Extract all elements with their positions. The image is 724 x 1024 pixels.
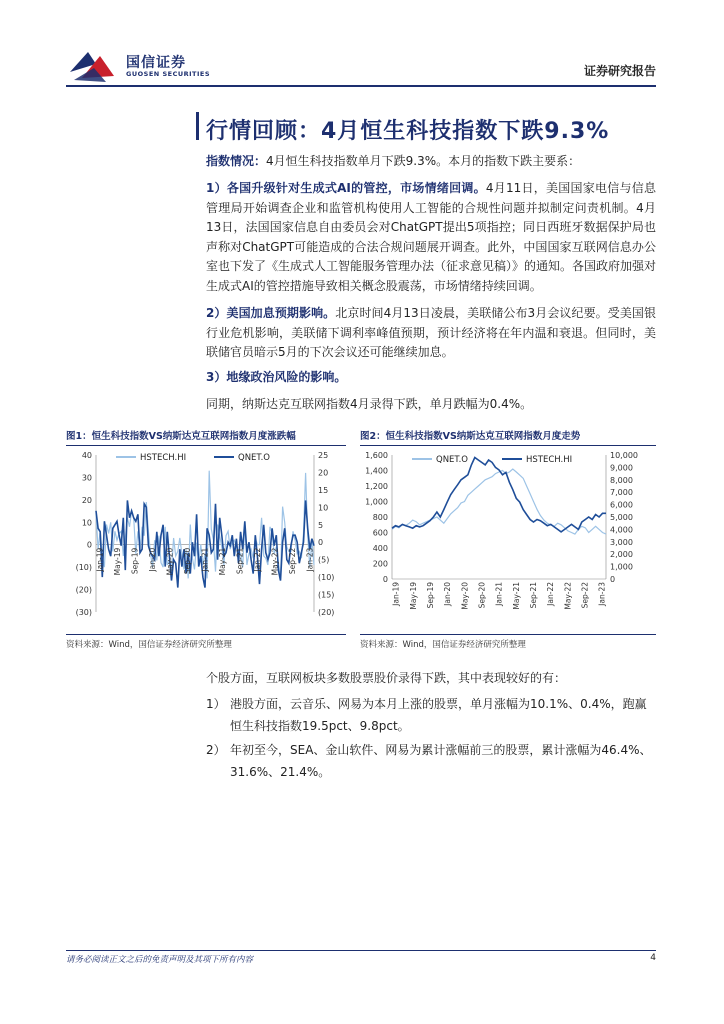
left-axis-tick-label: 40 [81,451,92,460]
point2-paragraph [206,304,656,363]
section-title: 行情回顾：4月恒生科技指数下跌9.3% [206,119,610,144]
left-axis-tick-label: 30 [81,473,92,483]
x-axis-tick-label: Sep-19 [425,582,435,609]
legend-label: QNET.O [238,453,270,463]
right-axis-tick-label: 1,000 [610,562,633,572]
left-axis-tick-label: (30) [75,608,92,617]
right-axis-tick-label: 5,000 [610,513,633,522]
x-axis-tick-label: Jan-19 [391,582,401,606]
figure2-title: 图2：恒生科技指数VS纳斯达克互联网指数月度走势 [360,431,581,442]
right-axis-tick-label: 10 [318,503,329,513]
x-axis-tick-label: Sep-20 [183,547,193,575]
footer-divider [66,950,656,951]
point2-label: 2）美国加息预期影响。 [206,306,336,320]
left-axis-tick-label: 200 [372,559,388,569]
right-axis-tick-label: 0 [318,538,324,548]
legend-label: QNET.O [436,455,468,465]
right-axis-tick-label: 3,000 [610,537,633,547]
nasdaq-note: 同期，纳斯达克互联网指数4月录得下跌，单月跌幅为0.4%。 [206,397,533,411]
x-axis-tick-label: Sep-21 [235,547,245,575]
right-axis-tick-label: 10,000 [610,451,638,460]
x-axis-tick-label: May-21 [218,547,228,576]
x-axis-tick-label: May-19 [408,582,418,610]
left-axis-tick-label: 1,000 [365,497,388,507]
figure2-top-rule [360,445,656,446]
legend-label: HSTECH.HI [140,453,187,463]
right-axis-tick-label: 5 [318,520,324,530]
right-axis-tick-label: (15) [318,590,335,600]
left-axis-tick-label: 0 [382,575,388,584]
left-axis-tick-label: 1,600 [365,451,388,460]
list-item-number: 1） [206,697,226,711]
logo-name-en: GUOSEN SECURITIES [126,70,211,78]
x-axis-tick-label: Jan-22 [253,547,263,572]
figure1-source: 资料来源：Wind，国信证券经济研究所整理 [66,640,232,650]
right-axis-tick-label: 6,000 [610,500,633,510]
right-axis-tick-label: 7,000 [610,488,633,498]
left-axis-tick-label: 800 [372,513,388,522]
figure1-title: 图1：恒生科技指数VS纳斯达克互联网指数月度涨跌幅 [66,431,296,442]
list-item-text: 港股方面，云音乐、网易为本月上涨的股票，单月涨幅为10.1%、0.4%，跑赢恒生科技指数19.5pct、9.8pct。 [230,697,647,733]
left-axis-tick-label: (20) [75,585,92,595]
left-axis-tick-label: (10) [75,563,92,573]
intro-text: 4月恒生科技指数单月下跌9.3%。本月的指数下跌主要系： [266,154,581,168]
left-axis-tick-label: 1,200 [365,482,388,491]
x-axis-tick-label: Jan-21 [494,582,504,606]
stocks-intro: 个股方面，互联网板块多数股票股价录得下跌，其中表现较好的有： [206,671,567,685]
list-item-text: 年初至今，SEA、金山软件、网易为累计涨幅前三的股票，累计涨幅为46.4%、31.6%、21.4%。 [230,743,652,779]
right-axis-tick-label: 25 [318,451,329,460]
figure2-chart [360,447,656,632]
header-divider [66,85,656,87]
point1-text: 4月11日，美国国家电信与信息管理局开始调查企业和监管机构使用人工智能的合规性问题并拟制定问责机制。4月13日，法国国家信息自由委员会对ChatGPT提出5项指控；同日西班牙数据保护局也声称对ChatGPT可能造成的合法合规问题展开调查。此外，中国国家互联网信息办公室也下发了《生成式人工智能服务管理办法（征求意见稿）》的通知。各国政府加强对生成式AI的管控措施导致相关概念股震荡，市场情绪持续回调。 [206,181,657,293]
list-item [206,693,656,737]
left-axis-tick-label: 20 [81,495,92,505]
legend-label: HSTECH.HI [526,455,573,465]
page-header [0,0,724,95]
x-axis-tick-label: Jan-22 [546,582,556,606]
intro-paragraph [206,152,656,172]
left-axis-tick-label: 600 [372,528,388,538]
right-axis-tick-label: 15 [318,485,329,495]
x-axis-tick-label: May-21 [511,582,521,610]
figure1-top-rule [66,445,346,446]
right-axis-tick-label: (10) [318,573,335,583]
x-axis-tick-label: Jan-23 [597,582,607,606]
list-item [206,739,656,783]
list-item-number: 2） [206,743,226,757]
point2-text: 北京时间4月13日凌晨，美联储公布3月会议纪要。受美国银行业危机影响，美联储下调利率峰值预期，预计经济将在年内温和衰退。但同时，美联储官员暗示5月的下次会议还可能继续加息。 [206,306,656,359]
footer-disclaimer: 请务必阅读正文之后的免责声明及其项下所有内容 [66,955,254,965]
point3-label: 3）地缘政治风险的影响。 [206,370,347,384]
x-axis-tick-label: Jan-23 [305,547,315,572]
left-axis-tick-label: 0 [86,540,92,550]
x-axis-tick-label: Sep-22 [580,582,590,609]
right-axis-tick-label: 0 [610,575,616,584]
x-axis-tick-label: Jan-20 [148,547,158,572]
left-axis-tick-label: 400 [372,544,388,553]
point3-paragraph [206,368,656,388]
figure2-source: 资料来源：Wind，国信证券经济研究所整理 [360,640,526,650]
right-axis-tick-label: 8,000 [610,475,633,485]
right-axis-tick-label: 9,000 [610,463,633,473]
series-line-hstech-hi [392,458,606,532]
x-axis-tick-label: Sep-19 [130,547,140,575]
x-axis-tick-label: Jan-19 [95,547,105,572]
title-accent-bar [196,112,199,140]
report-type-label: 证券研究报告 [583,64,656,78]
logo-name-cn: 国信证券 [126,55,186,71]
page-number: 4 [650,953,656,963]
intro-label: 指数情况： [206,154,267,168]
right-axis-tick-label: 2,000 [610,550,633,560]
figure1-bottom-rule [66,634,346,635]
x-axis-tick-label: May-22 [563,582,573,610]
figure2-bottom-rule [360,634,656,635]
x-axis-tick-label: Jan-20 [443,582,453,606]
x-axis-tick-label: May-20 [165,547,175,576]
left-axis-tick-label: 1,400 [365,466,388,476]
right-axis-tick-label: (20) [318,608,335,617]
x-axis-tick-label: Sep-21 [528,582,538,609]
right-axis-tick-label: (5) [318,555,330,565]
right-axis-tick-label: 4,000 [610,525,633,535]
x-axis-tick-label: Sep-20 [477,582,487,609]
point1-paragraph [206,179,656,296]
x-axis-tick-label: Jan-21 [200,547,210,572]
figure1-chart [66,447,346,632]
point1-label: 1）各国升级针对生成式AI的管控，市场情绪回调。 [206,181,486,195]
x-axis-tick-label: May-19 [113,547,123,576]
x-axis-tick-label: Sep-22 [288,547,298,575]
x-axis-tick-label: May-22 [270,547,280,576]
left-axis-tick-label: 10 [81,518,92,528]
right-axis-tick-label: 20 [318,468,329,478]
x-axis-tick-label: May-20 [460,582,470,610]
